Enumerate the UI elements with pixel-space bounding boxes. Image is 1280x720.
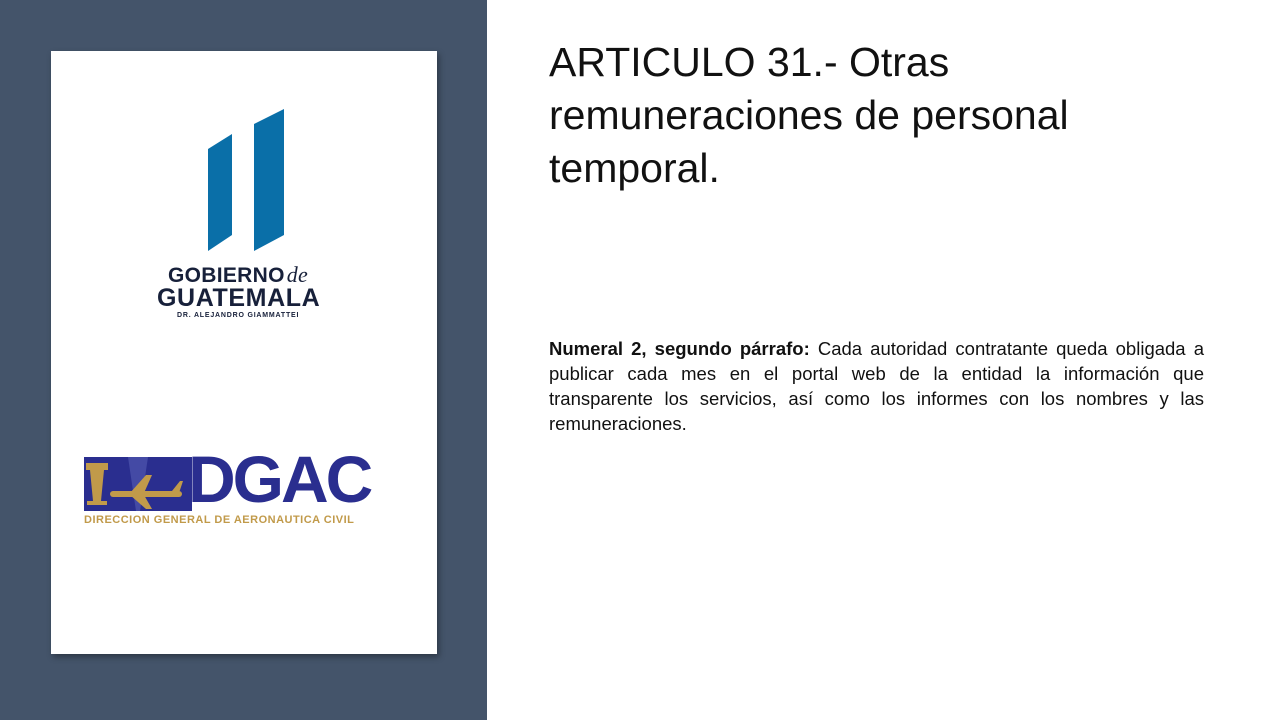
gobierno-bar-left	[208, 134, 232, 251]
slide-title: ARTICULO 31.- Otras remuneraciones de personal temporal.	[549, 39, 1069, 191]
slide-body-paragraph	[549, 336, 1204, 436]
dgac-logo	[84, 442, 404, 529]
gobierno-guatemala-logo	[151, 109, 337, 319]
body-label: Numeral 2, segundo párrafo:	[549, 338, 810, 359]
body-text: Cada autoridad contratante queda obligada a publicar cada mes en el portal web de la entidad la información que transparente los servicios, así como los informes con los nombres y las remuneraciones.	[549, 338, 1204, 434]
dgac-caption: DIRECCION GENERAL DE AERONAUTICA CIVIL	[84, 514, 355, 526]
logo-card	[51, 51, 437, 654]
gobierno-wordmark-line2: GUATEMALA	[157, 284, 321, 312]
gobierno-word: GOBIERNO	[168, 264, 285, 287]
dgac-control-tower-airplane-icon	[84, 457, 192, 511]
dgac-letters: DGAC	[188, 442, 371, 516]
gobierno-de-script: de	[286, 262, 309, 287]
gobierno-bar-right	[254, 109, 284, 251]
gobierno-bars-icon	[204, 109, 284, 257]
gobierno-wordmark-line3: DR. ALEJANDRO GIAMMATTEI	[177, 312, 300, 319]
side-panel	[0, 0, 487, 720]
